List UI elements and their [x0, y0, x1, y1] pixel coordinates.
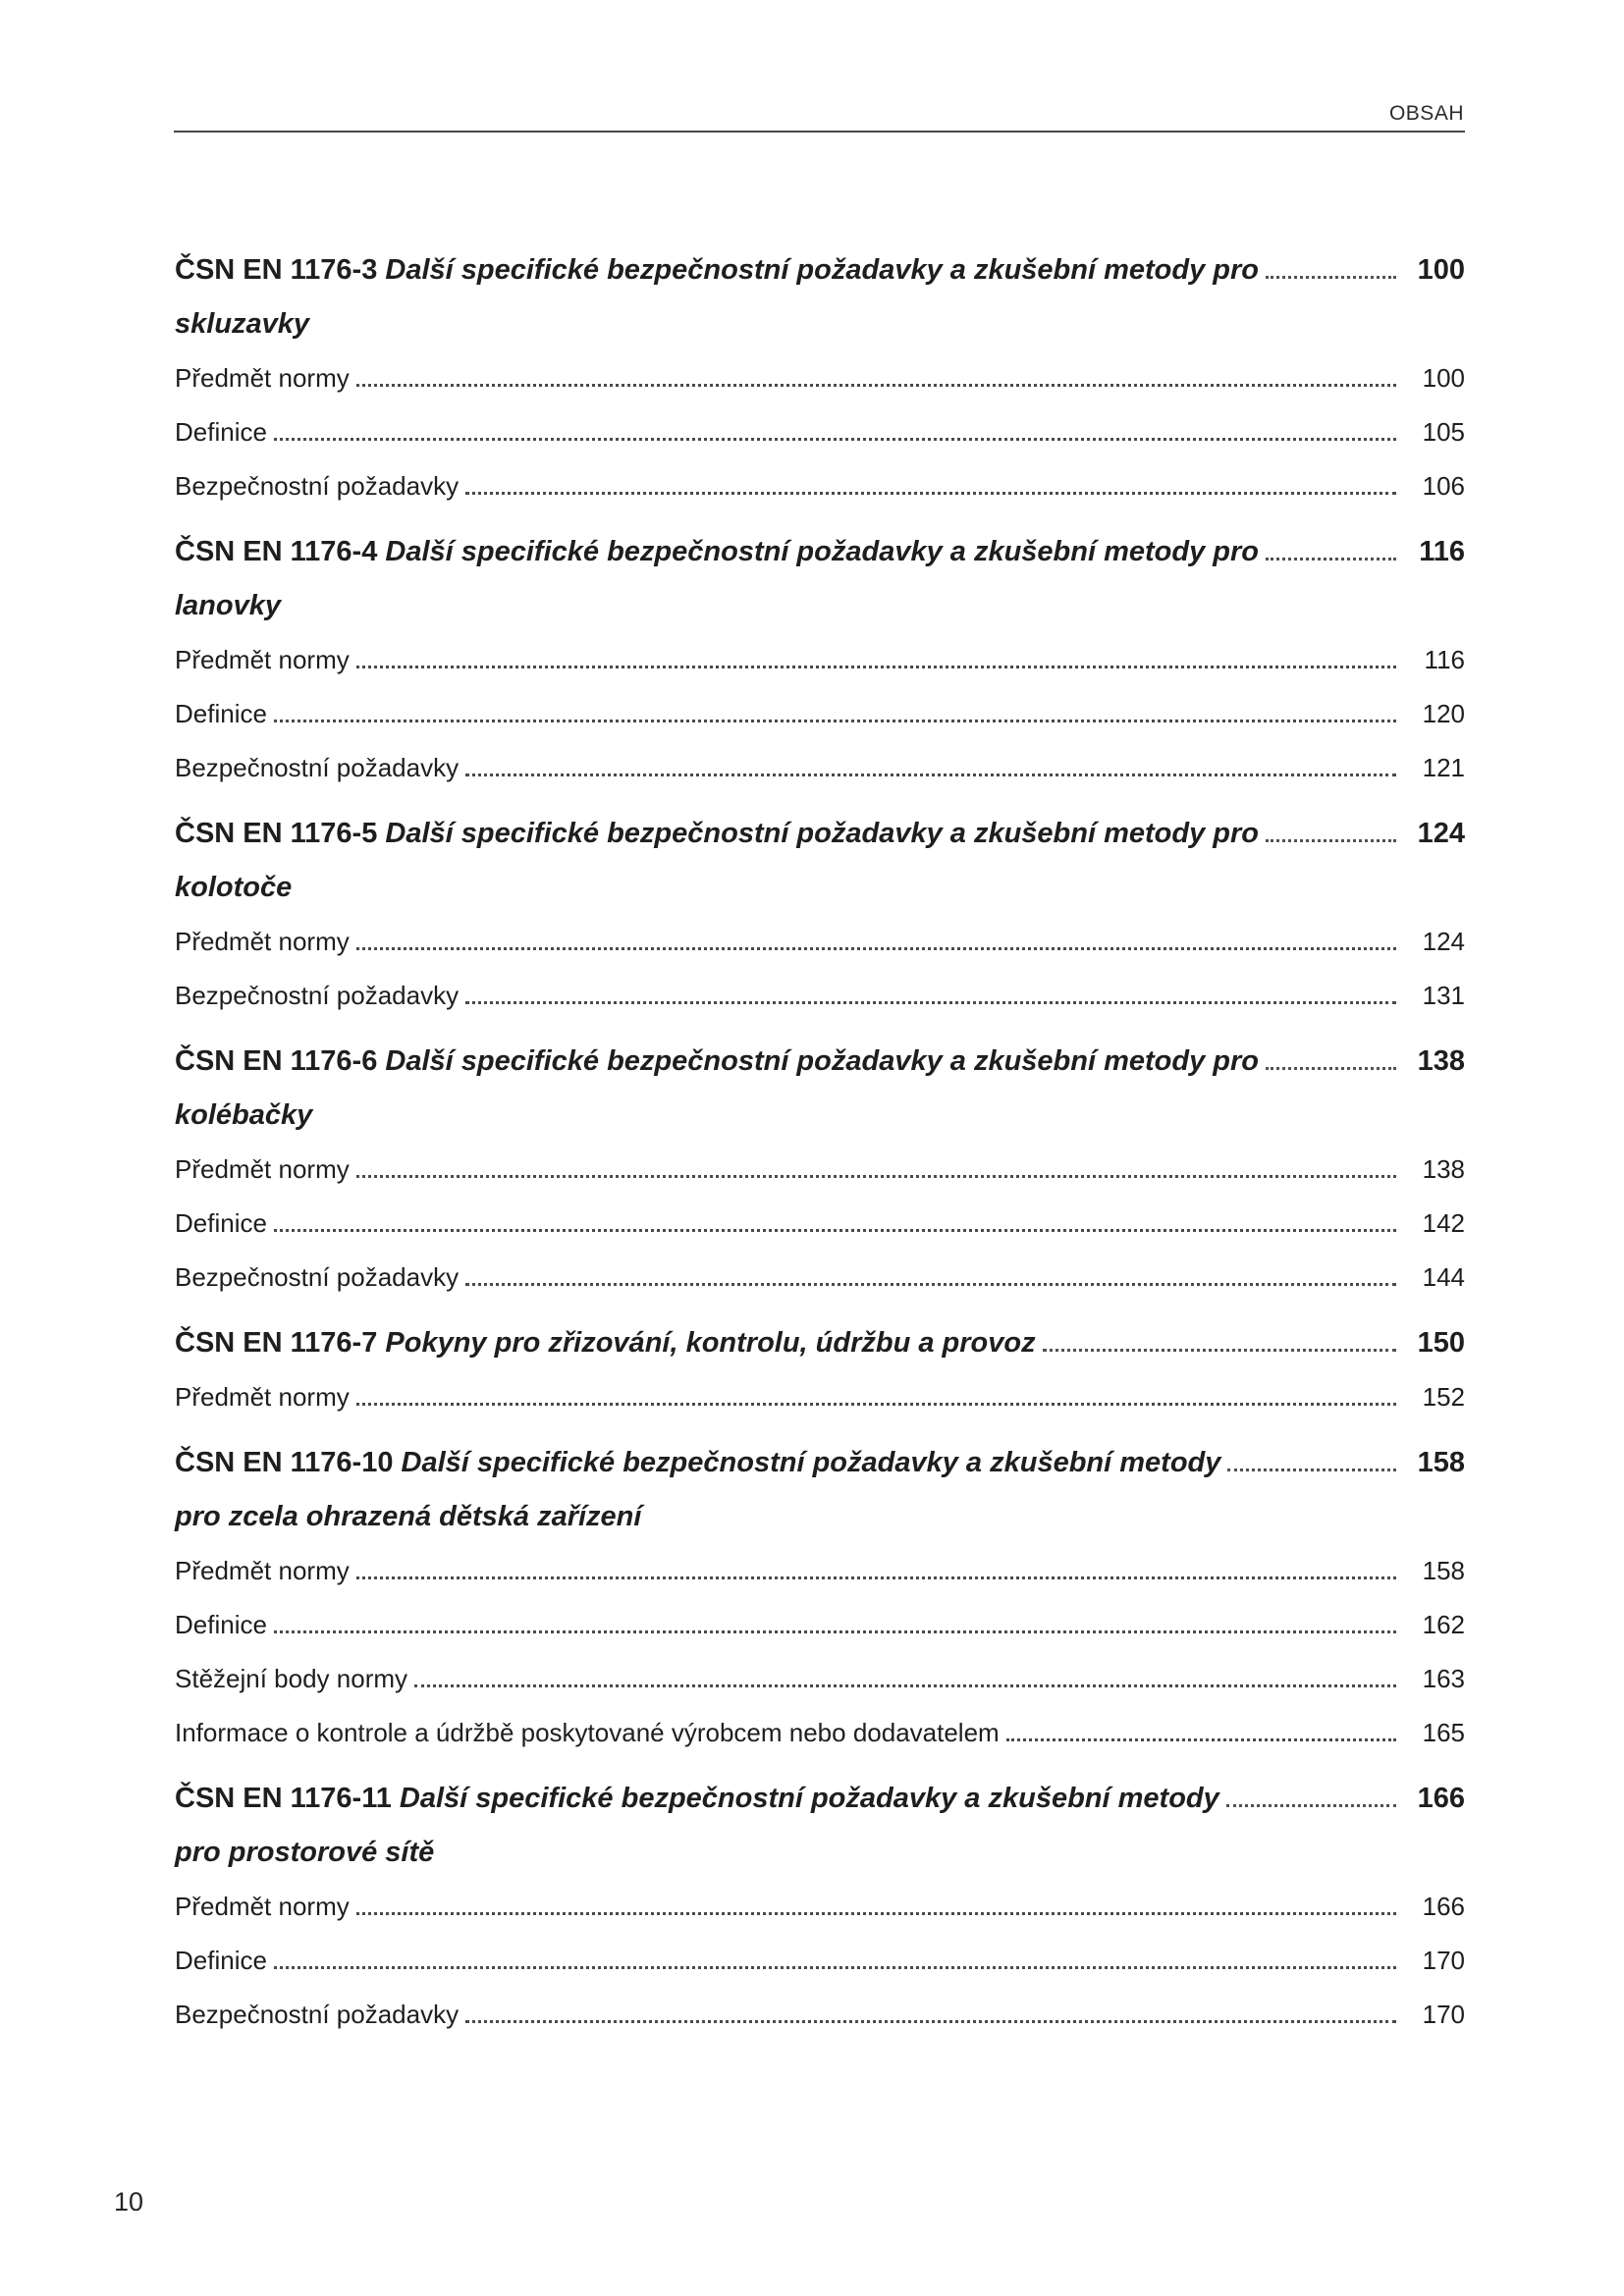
toc-entry [175, 741, 1465, 795]
toc-entry [175, 1652, 1465, 1706]
toc-entry [175, 1880, 1465, 1934]
page-number: 138 [1422, 1154, 1465, 1184]
header-rule-divider [174, 131, 1465, 133]
page-number: 100 [1422, 363, 1465, 393]
dot-leader [465, 492, 1396, 495]
standard-title-continuation: pro zcela ohrazená dětská zařízení [175, 1501, 642, 1532]
standard-title: Další specifické bezpečnostní požadavky a zkušební metody pro [385, 1045, 1260, 1077]
toc-entry [175, 1544, 1465, 1598]
page-number: 165 [1422, 1718, 1465, 1747]
dot-leader [356, 666, 1396, 668]
page-folio-number: 10 [114, 2187, 144, 2216]
dot-leader [274, 1229, 1396, 1232]
dot-leader [274, 1966, 1396, 1969]
toc-entry-label: Definice [175, 1208, 267, 1238]
dot-leader [465, 1283, 1396, 1286]
toc-section [175, 1772, 1465, 2042]
page-number: 138 [1417, 1045, 1465, 1077]
toc-entry [175, 1143, 1465, 1197]
dot-leader [1006, 1738, 1396, 1741]
standard-code: ČSN EN 1176-5 [175, 818, 378, 849]
toc-entry-label: Předmět normy [175, 927, 350, 956]
dot-leader [414, 1684, 1396, 1687]
page-number: 170 [1422, 2000, 1465, 2029]
toc-entry [175, 1370, 1465, 1424]
page-number: 144 [1422, 1262, 1465, 1292]
toc-entry-label: Bezpečnostní požadavky [175, 1262, 460, 1292]
toc-entry [175, 1934, 1465, 1988]
toc-section-heading [175, 525, 1465, 579]
page-number: 131 [1422, 981, 1465, 1010]
dot-leader [465, 2020, 1396, 2023]
page-number: 150 [1417, 1327, 1465, 1359]
toc-heading-label [175, 807, 1259, 861]
standard-title: Další specifické bezpečnostní požadavky a zkušební metody pro [385, 818, 1260, 849]
page-number: 162 [1422, 1610, 1465, 1639]
toc-heading-label [175, 1772, 1219, 1826]
toc-entry-label: Bezpečnostní požadavky [175, 471, 460, 501]
dot-leader [274, 1630, 1396, 1633]
toc-section-heading [175, 1436, 1465, 1490]
toc-entry-label: Předmět normy [175, 1382, 350, 1412]
contents-header-label: OBSAH [1388, 102, 1464, 125]
page-number: 100 [1417, 254, 1465, 286]
toc-heading-label [175, 1436, 1220, 1490]
toc-entry-label: Předmět normy [175, 363, 350, 393]
dot-leader [1226, 1804, 1396, 1807]
dot-leader [465, 1001, 1396, 1004]
toc-entry-label: Definice [175, 417, 267, 447]
toc-heading-label [175, 243, 1259, 297]
dot-leader [356, 947, 1396, 950]
standard-title-continuation: kolotoče [175, 872, 293, 903]
toc-entry-label: Definice [175, 1610, 267, 1639]
dot-leader [1266, 839, 1396, 842]
toc-entry-label: Definice [175, 699, 267, 728]
page-number: 116 [1424, 645, 1465, 674]
toc-heading-label [175, 525, 1259, 579]
toc-entry-label: Stěžejní body normy [175, 1664, 408, 1693]
toc-section-heading [175, 1035, 1465, 1089]
dot-leader [1266, 558, 1396, 561]
toc-entry [175, 969, 1465, 1023]
standard-code: ČSN EN 1176-7 [175, 1327, 378, 1359]
dot-leader [274, 720, 1396, 722]
standard-title: Další specifické bezpečnostní požadavky a zkušební metody pro [385, 254, 1260, 286]
toc-section [175, 807, 1465, 1023]
dot-leader [356, 1403, 1396, 1406]
toc-entry-label: Předmět normy [175, 1556, 350, 1585]
page-number: 121 [1422, 753, 1465, 782]
toc-entry [175, 1251, 1465, 1305]
dot-leader [1266, 276, 1396, 279]
standard-title-continuation: pro prostorové sítě [175, 1837, 435, 1868]
page-number: 120 [1422, 699, 1465, 728]
dot-leader [356, 384, 1396, 387]
page-number: 158 [1417, 1447, 1465, 1478]
page-number: 166 [1417, 1783, 1465, 1814]
toc-entry-label: Bezpečnostní požadavky [175, 2000, 460, 2029]
standard-title-continuation: skluzavky [175, 308, 310, 340]
page-number: 124 [1417, 818, 1465, 849]
toc-entry [175, 1197, 1465, 1251]
toc-section [175, 1035, 1465, 1305]
page-number: 170 [1422, 1946, 1465, 1975]
toc-entry-label: Předmět normy [175, 1892, 350, 1921]
toc-entry-label: Předmět normy [175, 645, 350, 674]
toc-entry-label: Předmět normy [175, 1154, 350, 1184]
toc-entry [175, 1988, 1465, 2042]
page-number: 116 [1419, 536, 1465, 567]
page-number: 163 [1422, 1664, 1465, 1693]
standard-title: Další specifické bezpečnostní požadavky a zkušební metody [401, 1447, 1221, 1478]
standard-code: ČSN EN 1176-10 [175, 1447, 394, 1478]
page-number: 106 [1422, 471, 1465, 501]
page-number: 105 [1422, 417, 1465, 447]
dot-leader [1043, 1349, 1396, 1352]
toc-heading-label [175, 1035, 1259, 1089]
toc-entry [175, 351, 1465, 405]
dot-leader [1266, 1067, 1396, 1070]
toc-section-heading [175, 807, 1465, 861]
page-number: 158 [1422, 1556, 1465, 1585]
toc-section-heading [175, 1316, 1465, 1370]
standard-title-continuation: lanovky [175, 590, 281, 621]
toc-entry-label: Bezpečnostní požadavky [175, 753, 460, 782]
toc-entry [175, 459, 1465, 513]
dot-leader [465, 774, 1396, 776]
toc-entry-label: Informace o kontrole a údržbě poskytované výrobcem nebo dodavatelem [175, 1718, 1000, 1747]
standard-title: Další specifické bezpečnostní požadavky a zkušební metody [399, 1783, 1219, 1814]
standard-code: ČSN EN 1176-3 [175, 254, 378, 286]
standard-title: Další specifické bezpečnostní požadavky a zkušební metody pro [385, 536, 1260, 567]
toc-entry [175, 687, 1465, 741]
page-number: 124 [1422, 927, 1465, 956]
page-number: 166 [1422, 1892, 1465, 1921]
toc-entry-label: Bezpečnostní požadavky [175, 981, 460, 1010]
dot-leader [1227, 1468, 1396, 1471]
dot-leader [274, 438, 1396, 441]
toc-entry [175, 1706, 1465, 1760]
toc-entry [175, 405, 1465, 459]
standard-code: ČSN EN 1176-4 [175, 536, 378, 567]
toc-section-heading [175, 243, 1465, 297]
standard-code: ČSN EN 1176-6 [175, 1045, 378, 1077]
toc-section [175, 243, 1465, 513]
toc-entry [175, 915, 1465, 969]
toc-entry [175, 1598, 1465, 1652]
toc-section [175, 1316, 1465, 1424]
dot-leader [356, 1912, 1396, 1915]
toc-section-heading [175, 1772, 1465, 1826]
dot-leader [356, 1175, 1396, 1178]
page-number: 152 [1422, 1382, 1465, 1412]
toc-entry-label: Definice [175, 1946, 267, 1975]
toc-heading-label [175, 1316, 1036, 1370]
dot-leader [356, 1576, 1396, 1579]
table-of-contents [175, 243, 1465, 2042]
toc-section [175, 1436, 1465, 1760]
toc-entry [175, 633, 1465, 687]
standard-title-continuation: kolébačky [175, 1099, 313, 1131]
standard-code: ČSN EN 1176-11 [175, 1783, 392, 1814]
standard-title: Pokyny pro zřizování, kontrolu, údržbu a provoz [385, 1327, 1036, 1359]
page-number: 142 [1422, 1208, 1465, 1238]
toc-section [175, 525, 1465, 795]
